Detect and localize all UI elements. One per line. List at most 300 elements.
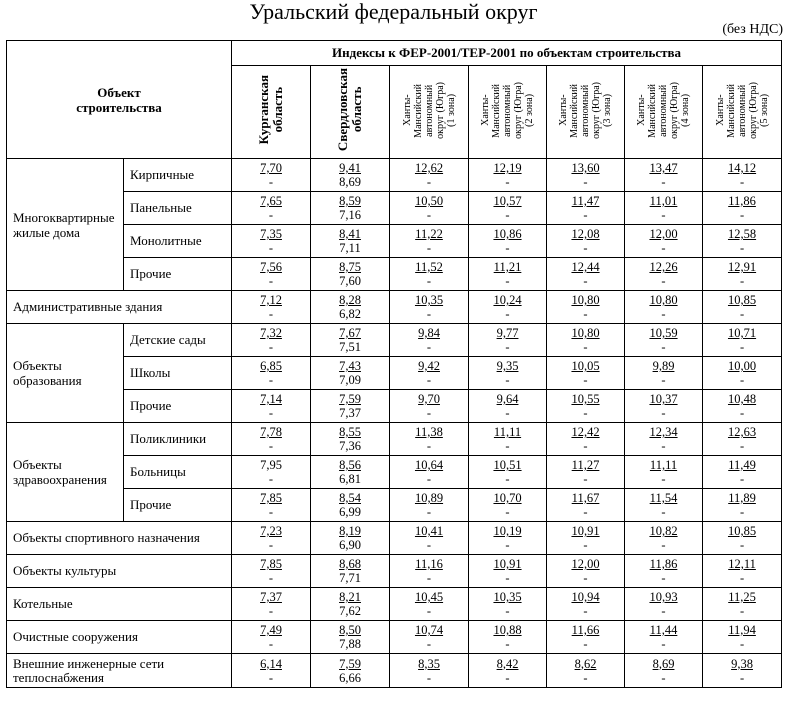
index-value-secondary: - [268,538,274,552]
group-label: Внешние инженерные сети теплоснабжения [7,654,232,688]
index-value-secondary: 6,99 [339,505,361,519]
index-value-secondary: - [739,175,745,189]
index-value-secondary: - [739,472,745,486]
index-value: 10,80 [571,293,600,307]
subtype-label: Прочие [124,390,232,423]
index-cell-khmao-5 [703,357,782,390]
index-value: 10,35 [414,293,444,307]
index-cell-khmao-2 [469,324,547,357]
region-header [547,66,625,159]
index-value-secondary: - [505,208,510,222]
index-value: 9,77 [496,326,519,340]
index-cell-kurgan [232,225,311,258]
index-value: 11,25 [728,590,756,604]
index-value: 12,00 [649,227,678,241]
region-sverdlovsk: Свердловская область [335,68,365,152]
index-value-secondary: 7,88 [339,637,361,651]
index-cell-khmao-3 [547,324,625,357]
index-value-secondary: - [583,538,588,552]
index-value-secondary: - [583,406,588,420]
index-value: 11,67 [571,491,600,505]
index-value-secondary: - [661,637,666,651]
index-value-secondary: - [661,241,666,255]
index-value-secondary: 6,82 [339,307,361,321]
index-value: 13,60 [571,161,600,175]
index-cell-khmao-1 [390,225,469,258]
index-value-secondary: - [739,637,745,651]
index-cell-khmao-2 [469,357,547,390]
index-cell-khmao-1 [390,192,469,225]
index-value: 11,86 [649,557,678,571]
index-value-secondary: - [268,340,274,354]
index-cell-kurgan [232,621,311,654]
index-cell-khmao-3 [547,654,625,688]
index-value: 10,05 [571,359,600,373]
index-value-secondary: - [426,472,432,486]
index-value: 9,35 [496,359,519,373]
index-value: 8,69 [652,656,675,671]
index-value-secondary: - [739,439,745,453]
index-value: 12,26 [649,260,678,274]
index-cell-khmao-3 [547,456,625,489]
index-value-secondary: - [739,505,745,519]
index-value-secondary: - [426,208,432,222]
region-header [703,66,782,159]
index-value: 10,82 [649,524,678,538]
index-cell-khmao-3 [547,621,625,654]
index-cell-khmao-4 [625,423,703,456]
index-value: 11,16 [415,557,443,571]
index-cell-khmao-1 [390,258,469,291]
subtype-label: Поликлиники [124,423,232,456]
index-cell-khmao-4 [625,192,703,225]
index-cell-kurgan [232,192,311,225]
index-value-secondary: - [268,406,274,420]
index-value-secondary: - [739,274,745,288]
index-value-secondary: - [426,175,432,189]
index-value: 7,59 [339,656,361,671]
index-cell-khmao-5 [703,324,782,357]
index-value: 11,89 [728,491,756,505]
index-value-secondary: - [505,637,510,651]
index-cell-khmao-3 [547,192,625,225]
index-value-secondary: - [583,571,588,585]
index-value: 8,42 [496,656,519,671]
index-value: 10,94 [571,590,600,604]
group-label: Многоквартирные жилые дома [7,159,124,291]
index-value-secondary: - [426,571,432,585]
subtype-label: Панельные [124,192,232,225]
index-cell-khmao-5 [703,522,782,555]
index-cell-sverdlovsk [311,324,390,357]
index-value: 11,44 [649,623,678,637]
index-value-secondary: - [426,637,432,651]
region-kurgan: Курганская область [256,75,286,145]
index-cell-khmao-1 [390,654,469,688]
index-cell-khmao-3 [547,555,625,588]
index-cell-khmao-1 [390,522,469,555]
index-value-secondary: 7,36 [339,439,361,453]
index-value: 10,88 [493,623,522,637]
index-value: 7,95 [260,458,282,472]
index-cell-khmao-1 [390,324,469,357]
index-value-secondary: - [268,670,274,685]
region-header [232,66,311,159]
table-row [7,489,782,522]
index-value-secondary: - [661,373,666,387]
index-value: 11,47 [571,194,600,208]
index-value: 11,27 [571,458,600,472]
index-value: 12,11 [728,557,756,571]
index-cell-sverdlovsk [311,192,390,225]
index-cell-kurgan [232,159,311,192]
index-value-secondary: - [426,241,432,255]
index-value: 10,59 [649,326,678,340]
index-value: 12,08 [571,227,600,241]
index-value: 8,54 [339,491,361,505]
index-value-secondary: - [583,637,588,651]
index-value-secondary: - [661,340,666,354]
index-value-secondary: - [583,373,588,387]
index-value-secondary: - [739,373,745,387]
index-cell-khmao-2 [469,489,547,522]
index-value-secondary: - [583,670,588,685]
index-value: 8,50 [339,623,361,637]
region-khmao-4: Ханты- Мансийский автономный округ (Югра) (4 зона) [636,81,692,139]
index-cell-khmao-4 [625,258,703,291]
index-value-secondary: - [268,505,274,519]
index-value-secondary: - [505,175,510,189]
index-value-secondary: - [426,604,432,618]
index-value: 10,91 [493,557,522,571]
index-value-secondary: - [739,571,745,585]
object-header-label: Объект строительства [76,84,162,115]
index-value: 7,78 [260,425,282,439]
table-row [7,225,782,258]
index-value-secondary: - [583,472,588,486]
table-row [7,357,782,390]
index-cell-khmao-2 [469,258,547,291]
index-value: 8,59 [339,194,361,208]
index-cell-khmao-2 [469,390,547,423]
index-cell-sverdlovsk [311,159,390,192]
index-cell-khmao-5 [703,225,782,258]
index-cell-khmao-3 [547,357,625,390]
index-value-secondary: - [661,307,666,321]
index-value-secondary: - [426,538,432,552]
group-label: Объекты спортивного назначения [7,522,232,555]
index-value: 8,41 [339,227,361,241]
index-value: 10,70 [493,491,522,505]
index-cell-sverdlovsk [311,456,390,489]
index-value-secondary: - [739,406,745,420]
index-cell-khmao-3 [547,258,625,291]
index-value-secondary: - [505,340,510,354]
index-value-secondary: 7,37 [339,406,361,420]
region-header [625,66,703,159]
index-cell-khmao-2 [469,621,547,654]
index-value-secondary: 7,62 [339,604,361,618]
index-value-secondary: - [426,340,432,354]
index-value: 12,00 [571,557,600,571]
index-cell-sverdlovsk [311,654,390,688]
index-value: 7,70 [260,161,282,175]
index-value-secondary: - [268,637,274,651]
index-value: 11,52 [415,260,443,274]
index-value: 14,12 [727,161,757,175]
index-value: 12,44 [571,260,600,274]
index-cell-sverdlovsk [311,423,390,456]
index-value-secondary: - [583,439,588,453]
index-cell-kurgan [232,654,311,688]
index-value: 11,54 [649,491,678,505]
index-cell-sverdlovsk [311,390,390,423]
subtype-label: Прочие [124,489,232,522]
index-cell-khmao-2 [469,159,547,192]
table-row [7,621,782,654]
index-value: 9,84 [418,326,440,340]
index-value: 11,49 [728,458,756,472]
index-cell-khmao-1 [390,357,469,390]
index-value-secondary: - [661,604,666,618]
index-value-secondary: - [661,670,666,685]
index-cell-kurgan [232,522,311,555]
index-value-secondary: - [661,538,666,552]
index-value: 10,93 [649,590,678,604]
index-value: 7,67 [339,326,361,340]
index-cell-khmao-5 [703,192,782,225]
index-value: 10,48 [727,392,757,406]
table-row [7,555,782,588]
index-cell-kurgan [232,324,311,357]
index-cell-kurgan [232,258,311,291]
index-value: 10,85 [727,293,757,307]
index-value-secondary: - [268,307,274,321]
group-label: Объекты культуры [7,555,232,588]
index-cell-khmao-1 [390,423,469,456]
index-cell-khmao-2 [469,225,547,258]
index-cell-khmao-4 [625,225,703,258]
index-cell-khmao-1 [390,390,469,423]
index-cell-khmao-2 [469,588,547,621]
index-value: 10,37 [649,392,678,406]
index-cell-khmao-2 [469,555,547,588]
page-title: Уральский федеральный округ [249,0,538,24]
index-value: 12,34 [649,425,678,439]
index-cell-khmao-1 [390,291,469,324]
index-cell-khmao-5 [703,489,782,522]
index-cell-sverdlovsk [311,291,390,324]
index-value: 7,37 [260,590,282,604]
index-cell-kurgan [232,489,311,522]
index-value-secondary: - [426,670,432,685]
index-value: 10,89 [414,491,444,505]
index-value-secondary: - [505,571,510,585]
table-row [7,258,782,291]
index-value-secondary: - [426,274,432,288]
table-row [7,390,782,423]
table-row [7,423,782,456]
region-khmao-2: Ханты- Мансийский автономный округ (Югра) (2 зона) [480,81,536,139]
index-value: 11,11 [649,458,678,472]
index-value-secondary: - [505,670,510,685]
index-value: 10,19 [493,524,522,538]
index-value-secondary: - [268,241,274,255]
index-value: 7,56 [260,260,282,274]
index-cell-sverdlovsk [311,621,390,654]
index-value: 10,80 [571,326,600,340]
region-khmao-3: Ханты- Мансийский автономный округ (Югра) (3 зона) [558,81,614,139]
index-value: 12,91 [727,260,757,274]
index-value: 6,85 [260,359,282,373]
index-cell-khmao-4 [625,390,703,423]
index-value-secondary: - [739,208,745,222]
index-value: 11,11 [493,425,522,439]
index-value: 11,01 [649,194,678,208]
index-value: 7,59 [339,392,361,406]
index-cell-khmao-1 [390,555,469,588]
group-label: Объекты образования [7,324,124,423]
index-cell-khmao-2 [469,456,547,489]
region-header [311,66,390,159]
index-value: 7,65 [260,194,282,208]
index-value: 7,32 [260,326,282,340]
region-header [390,66,469,159]
index-value-secondary: - [739,241,745,255]
index-cell-khmao-2 [469,423,547,456]
index-value: 10,74 [414,623,444,637]
index-value: 10,64 [414,458,444,472]
index-cell-khmao-4 [625,522,703,555]
index-cell-khmao-4 [625,654,703,688]
subtype-label: Кирпичные [124,159,232,192]
region-header [469,66,547,159]
table-row [7,654,782,688]
index-value-secondary: - [661,439,666,453]
index-value-secondary: - [661,208,666,222]
index-value-secondary: - [426,505,432,519]
index-value: 8,68 [339,557,361,571]
index-value: 12,19 [493,161,522,175]
index-value: 10,71 [727,326,757,340]
index-value: 10,55 [571,392,600,406]
index-value-secondary: 7,71 [339,571,361,585]
index-cell-khmao-2 [469,291,547,324]
index-cell-khmao-4 [625,555,703,588]
index-cell-khmao-3 [547,522,625,555]
index-cell-khmao-5 [703,588,782,621]
index-value: 6,14 [260,656,282,671]
index-cell-khmao-3 [547,159,625,192]
index-value: 7,14 [260,392,282,406]
index-cell-sverdlovsk [311,588,390,621]
index-cell-khmao-2 [469,654,547,688]
index-value: 8,62 [574,656,597,671]
index-cell-khmao-3 [547,489,625,522]
index-value-secondary: - [661,175,666,189]
index-cell-khmao-5 [703,621,782,654]
index-cell-khmao-2 [469,522,547,555]
index-value-secondary: - [426,307,432,321]
index-cell-khmao-4 [625,489,703,522]
index-value: 7,49 [260,623,282,637]
index-cell-khmao-1 [390,489,469,522]
index-value-secondary: - [505,439,510,453]
object-header [7,41,232,159]
index-cell-khmao-5 [703,390,782,423]
index-value-secondary: - [268,604,274,618]
index-value-secondary: - [661,274,666,288]
index-value-secondary: - [661,406,666,420]
index-value: 9,64 [496,392,519,406]
index-value: 10,45 [414,590,444,604]
index-table [6,40,782,688]
subtype-label: Школы [124,357,232,390]
index-cell-khmao-1 [390,159,469,192]
index-cell-kurgan [232,588,311,621]
index-value: 10,41 [414,524,444,538]
index-cell-sverdlovsk [311,357,390,390]
index-cell-khmao-5 [703,456,782,489]
index-value-secondary: - [505,274,510,288]
index-value: 10,91 [571,524,600,538]
index-value: 10,24 [493,293,522,307]
index-value: 8,56 [339,458,361,472]
index-value-secondary: - [661,505,666,519]
index-value: 9,89 [652,359,675,373]
index-value: 8,21 [339,590,361,604]
index-value-secondary: - [268,439,274,453]
index-cell-khmao-4 [625,456,703,489]
vat-note: (без НДС) [722,22,783,37]
index-cell-khmao-1 [390,456,469,489]
group-label: Котельные [7,588,232,621]
index-cell-khmao-3 [547,390,625,423]
region-khmao-1: Ханты- Мансийский автономный округ (Югра) (1 зона) [401,81,457,139]
subtype-label: Прочие [124,258,232,291]
table-row [7,192,782,225]
index-value-secondary: 6,66 [339,670,361,685]
index-value-secondary: - [426,439,432,453]
index-cell-khmao-5 [703,555,782,588]
index-value: 10,85 [727,524,757,538]
index-value-secondary: - [661,472,666,486]
index-value: 12,63 [727,425,757,439]
index-value-secondary: - [661,571,666,585]
index-value-secondary: 6,90 [339,538,361,552]
index-value: 7,23 [260,524,282,538]
index-cell-khmao-5 [703,258,782,291]
index-value: 9,41 [339,161,361,175]
subtype-label: Больницы [124,456,232,489]
index-value: 11,38 [415,425,443,439]
index-value-secondary: - [268,208,274,222]
index-value-secondary: 6,81 [339,472,361,486]
index-cell-kurgan [232,423,311,456]
index-value: 8,35 [418,656,440,671]
index-cell-sverdlovsk [311,225,390,258]
table-row [7,159,782,192]
index-value-secondary: - [505,538,510,552]
index-value: 8,75 [339,260,361,274]
index-value-secondary: - [583,175,588,189]
index-cell-kurgan [232,456,311,489]
index-value: 9,38 [731,656,753,671]
index-cell-khmao-5 [703,159,782,192]
index-value: 10,57 [493,194,522,208]
index-value: 7,12 [260,293,282,307]
index-value-secondary: 7,09 [339,373,361,387]
